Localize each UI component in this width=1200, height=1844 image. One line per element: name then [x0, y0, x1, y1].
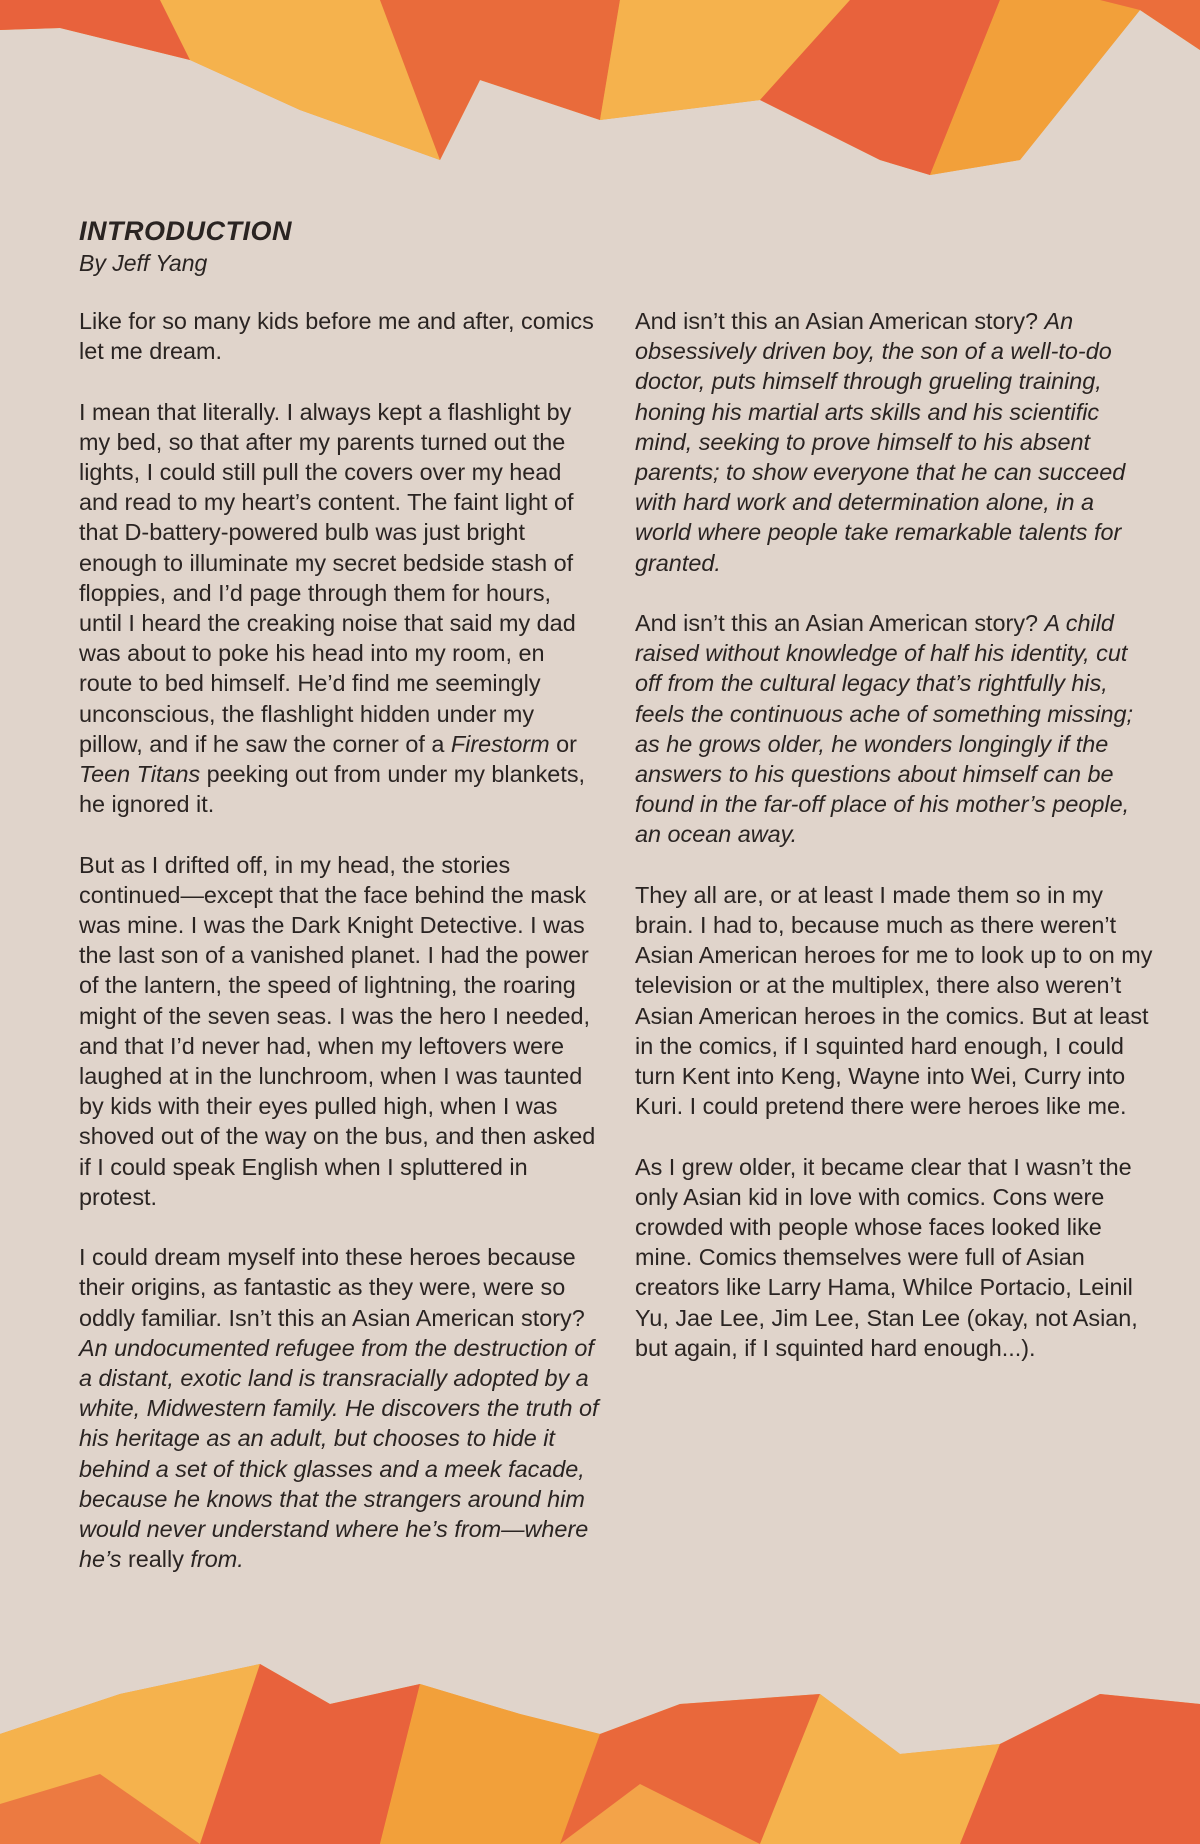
bottom-geometric-border: [0, 1644, 1200, 1844]
paragraph: And isn’t this an Asian American story? An obsessively driven boy, the son of a well-to-do doctor, puts himself through grueling training, honing his martial arts skills and his scientific mind, seeking to prove himself to his absent parents; to show everyone that he can succeed with hard work and determination alone, in a world where people take remarkable talents for granted.: [635, 308, 1126, 576]
paragraph: They all are, or at least I made them so in my brain. I had to, because much as there weren’t Asian American heroes for me to look up to on my television or at the multiplex, there also weren’t Asian American heroes in the comics. But at least in the comics, if I squinted hard enough, I could turn Kent into Keng, Wayne into Wei, Curry into Kuri. I could pretend there were heroes like me.: [635, 881, 1153, 1120]
paragraph: I mean that literally. I always kept a flashlight by my bed, so that after my parents turned out the lights, I could still pull the covers over my head and read to my heart’s content. The faint light of that D-battery-powered bulb was just bright enough to illuminate my secret bedside stash of floppies, and I’d page through them for hours, until I heard the creaking noise that said my dad was about to poke his head into my room, en route to bed himself. He’d find me seemingly unconscious, the flashlight hidden under my pillow, and if he saw the corner of a Firestorm or Teen Titans peeking out from under my blankets, he ignored it.: [79, 398, 586, 818]
top-geometric-border: [0, 0, 1200, 175]
paragraph: Like for so many kids before me and after, comics let me dream.: [79, 308, 594, 365]
article-title: INTRODUCTION: [79, 216, 292, 246]
paragraph: And isn’t this an Asian American story? A child raised without knowledge of half his identity, cut off from the cultural legacy that’s rightfully his, feels the continuous ache of something missing; as he grows older, he wonders longingly if the answers to his questions about himself can be found in the far-off place of his mother’s people, an ocean away.: [635, 610, 1133, 848]
left-column: [79, 306, 599, 1605]
paragraph: But as I drifted off, in my head, the stories continued—except that the face behind the mask was mine. I was the Dark Knight Detective. I was the last son of a vanished planet. I had the power of the lantern, the speed of lightning, the roaring might of the seven seas. I was the hero I needed, and that I’d never had, when my leftovers were laughed at in the lunchroom, when I was taunted by kids with their eyes pulled high, when I was shoved out of the way on the bus, and then asked if I could speak English when I spluttered in protest.: [79, 851, 596, 1210]
author-byline: By Jeff Yang: [79, 250, 208, 276]
article-header: [79, 214, 292, 278]
right-column: [635, 306, 1155, 1393]
paragraph: I could dream myself into these heroes because their origins, as fantastic as they were, were so oddly familiar. Isn’t this an Asian American story? An undocumented refugee from the destruction of a distant, exotic land is transracially adopted by a white, Midwestern family. He discovers the truth of his heritage as an adult, but chooses to hide it behind a set of thick glasses and a meek facade, because he knows that the strangers around him would never understand where he’s from—where he’s really from.: [79, 1244, 599, 1573]
paragraph: As I grew older, it became clear that I wasn’t the only Asian kid in love with comics. Cons were crowded with people whose faces looked like mine. Comics themselves were full of Asian creators like Larry Hama, Whilce Portacio, Leinil Yu, Jae Lee, Jim Lee, Stan Lee (okay, not Asian, but again, if I squinted hard enough...).: [635, 1153, 1138, 1361]
